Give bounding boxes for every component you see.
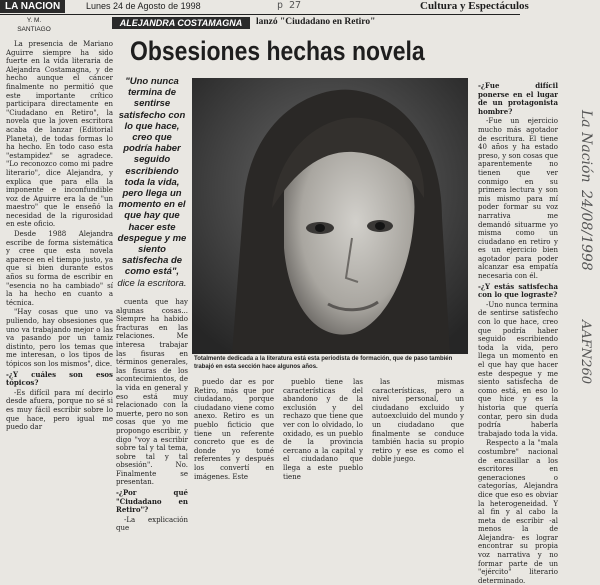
paragraph: Desde 1988 Alejandra escribe de forma sistemática y cree que esta novela aparece en el tiempo justo, ya que si bien durante estos años su forma de escribir en "esencia no ha cambiado" sí la ha hecho en cuanto a técnica. <box>6 230 113 307</box>
article-column-2 <box>116 298 188 533</box>
byline-place: SANTIAGO <box>17 26 51 33</box>
interview-question: -¿Por qué "Ciudadano en Retiro"? <box>116 488 188 515</box>
paragraph: cuenta que hay algunas cosas... Siempre ha habido fracturas en las relaciones. Me interesa trabajar las fisuras en términos generales, las fisuras de los acontecimientos, de la vida en general y eso está muy relacionado con la muerte, pero no son cosas que yo me propongo escribir, y digo "voy a escribir sobre tal y tal tema, sobre tal y tal obsesión". No. Finalmente se presentan. <box>116 298 188 487</box>
paragraph: puedo dar es por Retiro, más que por ciudadano, porque ciudadano viene como anexo. Retiro es un pueblo ficticio que tiene un referente concreto que es de donde yo tomé referentes y después los convertí en imágenes. Este <box>194 378 274 481</box>
article-column-4 <box>283 378 363 481</box>
handwritten-code: AAFN260 <box>578 320 593 384</box>
publication-logo: LA NACION <box>0 0 65 13</box>
publication-date: Lunes 24 de Agosto de 1998 <box>86 1 201 11</box>
article-column-6 <box>478 80 558 585</box>
paragraph: pueblo tiene las características del abandono y de la exclusión y del rechazo que tiene que ver con lo olvidado, lo oxidado, es un pueblo de la provincia cercano a la capital y el ciudadano que llega a este pueblo tiene <box>283 378 363 481</box>
article-column-1 <box>6 40 113 450</box>
paragraph: -Uno nunca termina de sentirse satisfecho con lo que hace, creo que podría haber seguido escribiendo toda la vida, pero llega un momento en el que hay que hacer este despegue y me siento satisfecha de como está, en eso lo que hice y es la historia que quería contar, pero sin duda podría haberla trabajado toda la vida. <box>478 300 558 438</box>
article-column-3 <box>194 378 274 481</box>
author-bar: ALEJANDRA COSTAMAGNA <box>112 17 250 29</box>
paragraph: -La explicación que <box>116 515 188 533</box>
paragraph: La presencia de Mariano Aguirre siempre ha sido fuerte en la vida literaria de Alejandra Costamagna, y de hecho aunque el cáncer finalmente no permitió que este importante crítico participara directamente en "Ciudadano en Retiro", la novela que la joven escritora acaba de lanzar (Editorial Planeta), de todas formas lo ha hecho. En todo caso esta "estampidez" se agradece. "Lo reconozco como mi padre literario", dice Alejandra, y explica que para ella la imponente e inconfundible voz de Aguirre era la de "un maestro" que le enseñó la necesidad de la rigurosidad en este oficio. <box>6 40 113 229</box>
pull-quote-text: "Uno nunca termina de sentirse satisfecho con lo que hace, creo que podría haber seguido escribiendo toda la vida, pero llega un momento en el que hay que hacer este despegue y me siento satisfecha de como está", <box>117 76 187 278</box>
article-column-5 <box>372 378 464 464</box>
page-mark: p 27 <box>277 0 302 11</box>
handwritten-date: 24/08/1998 <box>578 190 594 271</box>
handwritten-publication: La Nación <box>578 110 594 183</box>
pull-quote-attribution: dice la escritora. <box>117 277 187 289</box>
headline: Obsesiones hechas novela <box>130 36 425 66</box>
paragraph: "Hay cosas que uno va puliendo, hay obsesiones que uno va trabajando mejor o las va pasando por un tamiz distinto, pero los temas que me interesan, o los tipos de tópicos son los mismos", dice. <box>6 308 113 368</box>
section-title: Cultura y Espectáculos <box>420 0 529 12</box>
kicker: lanzó "Ciudadano en Retiro" <box>256 17 376 27</box>
interview-question: -¿Fue difícil ponerse en el lugar de un protagonista hombre? <box>478 81 558 116</box>
interview-question: -¿Y cuáles son esos tópicos? <box>6 369 113 388</box>
interview-question: -¿Y estás satisfecha con lo que lograste? <box>478 281 558 300</box>
paragraph: -Es difícil para mí decirlo desde afuera, porque no sé si es muy fácil escribir sobre lo que hace, pero igual me puedo dar <box>6 388 113 432</box>
byline-author: Y. M. <box>26 17 42 24</box>
handwritten-notes <box>562 100 598 420</box>
portrait-image <box>192 78 468 354</box>
paragraph: Respecto a la "mala costumbre" nacional de encasillar a los escritores en generaciones o categorías, Alejandra dice que eso es obviar la heterogeneidad. Y al fin y al cabo la meta de escribir -al menos la de Alejandra- es lograr encontrar su propia voz narrativa y no formar parte de un "ejército" literario determinado. <box>478 439 558 585</box>
photo-caption: Totalmente dedicada a la literatura está esta periodista de formación, que de paso también trabajó en esta sección hace algunos años. <box>194 356 453 370</box>
author-photo <box>192 78 468 354</box>
paragraph: -Fue un ejercicio mucho más agotador de escritura. El tiene 40 años y ha estado preso, y son cosas que aparentemente no tienen que ver conmigo en su primera lectura y son mis mismo para mí poder formar su voz narrativa me demandó situarme yo misma como un ciudadano en retiro y es un ejercicio bien agotador para poder alcanzar esa empatía necesaria con él. <box>478 117 558 281</box>
paragraph: las mismas características, pero a nivel personal, un ciudadano excluido y autoexcluido del mundo y un ciudadano que finalmente se conduce también hacia su propio retiro y ese es como el doble juego. <box>372 378 464 464</box>
pull-quote <box>117 76 187 296</box>
